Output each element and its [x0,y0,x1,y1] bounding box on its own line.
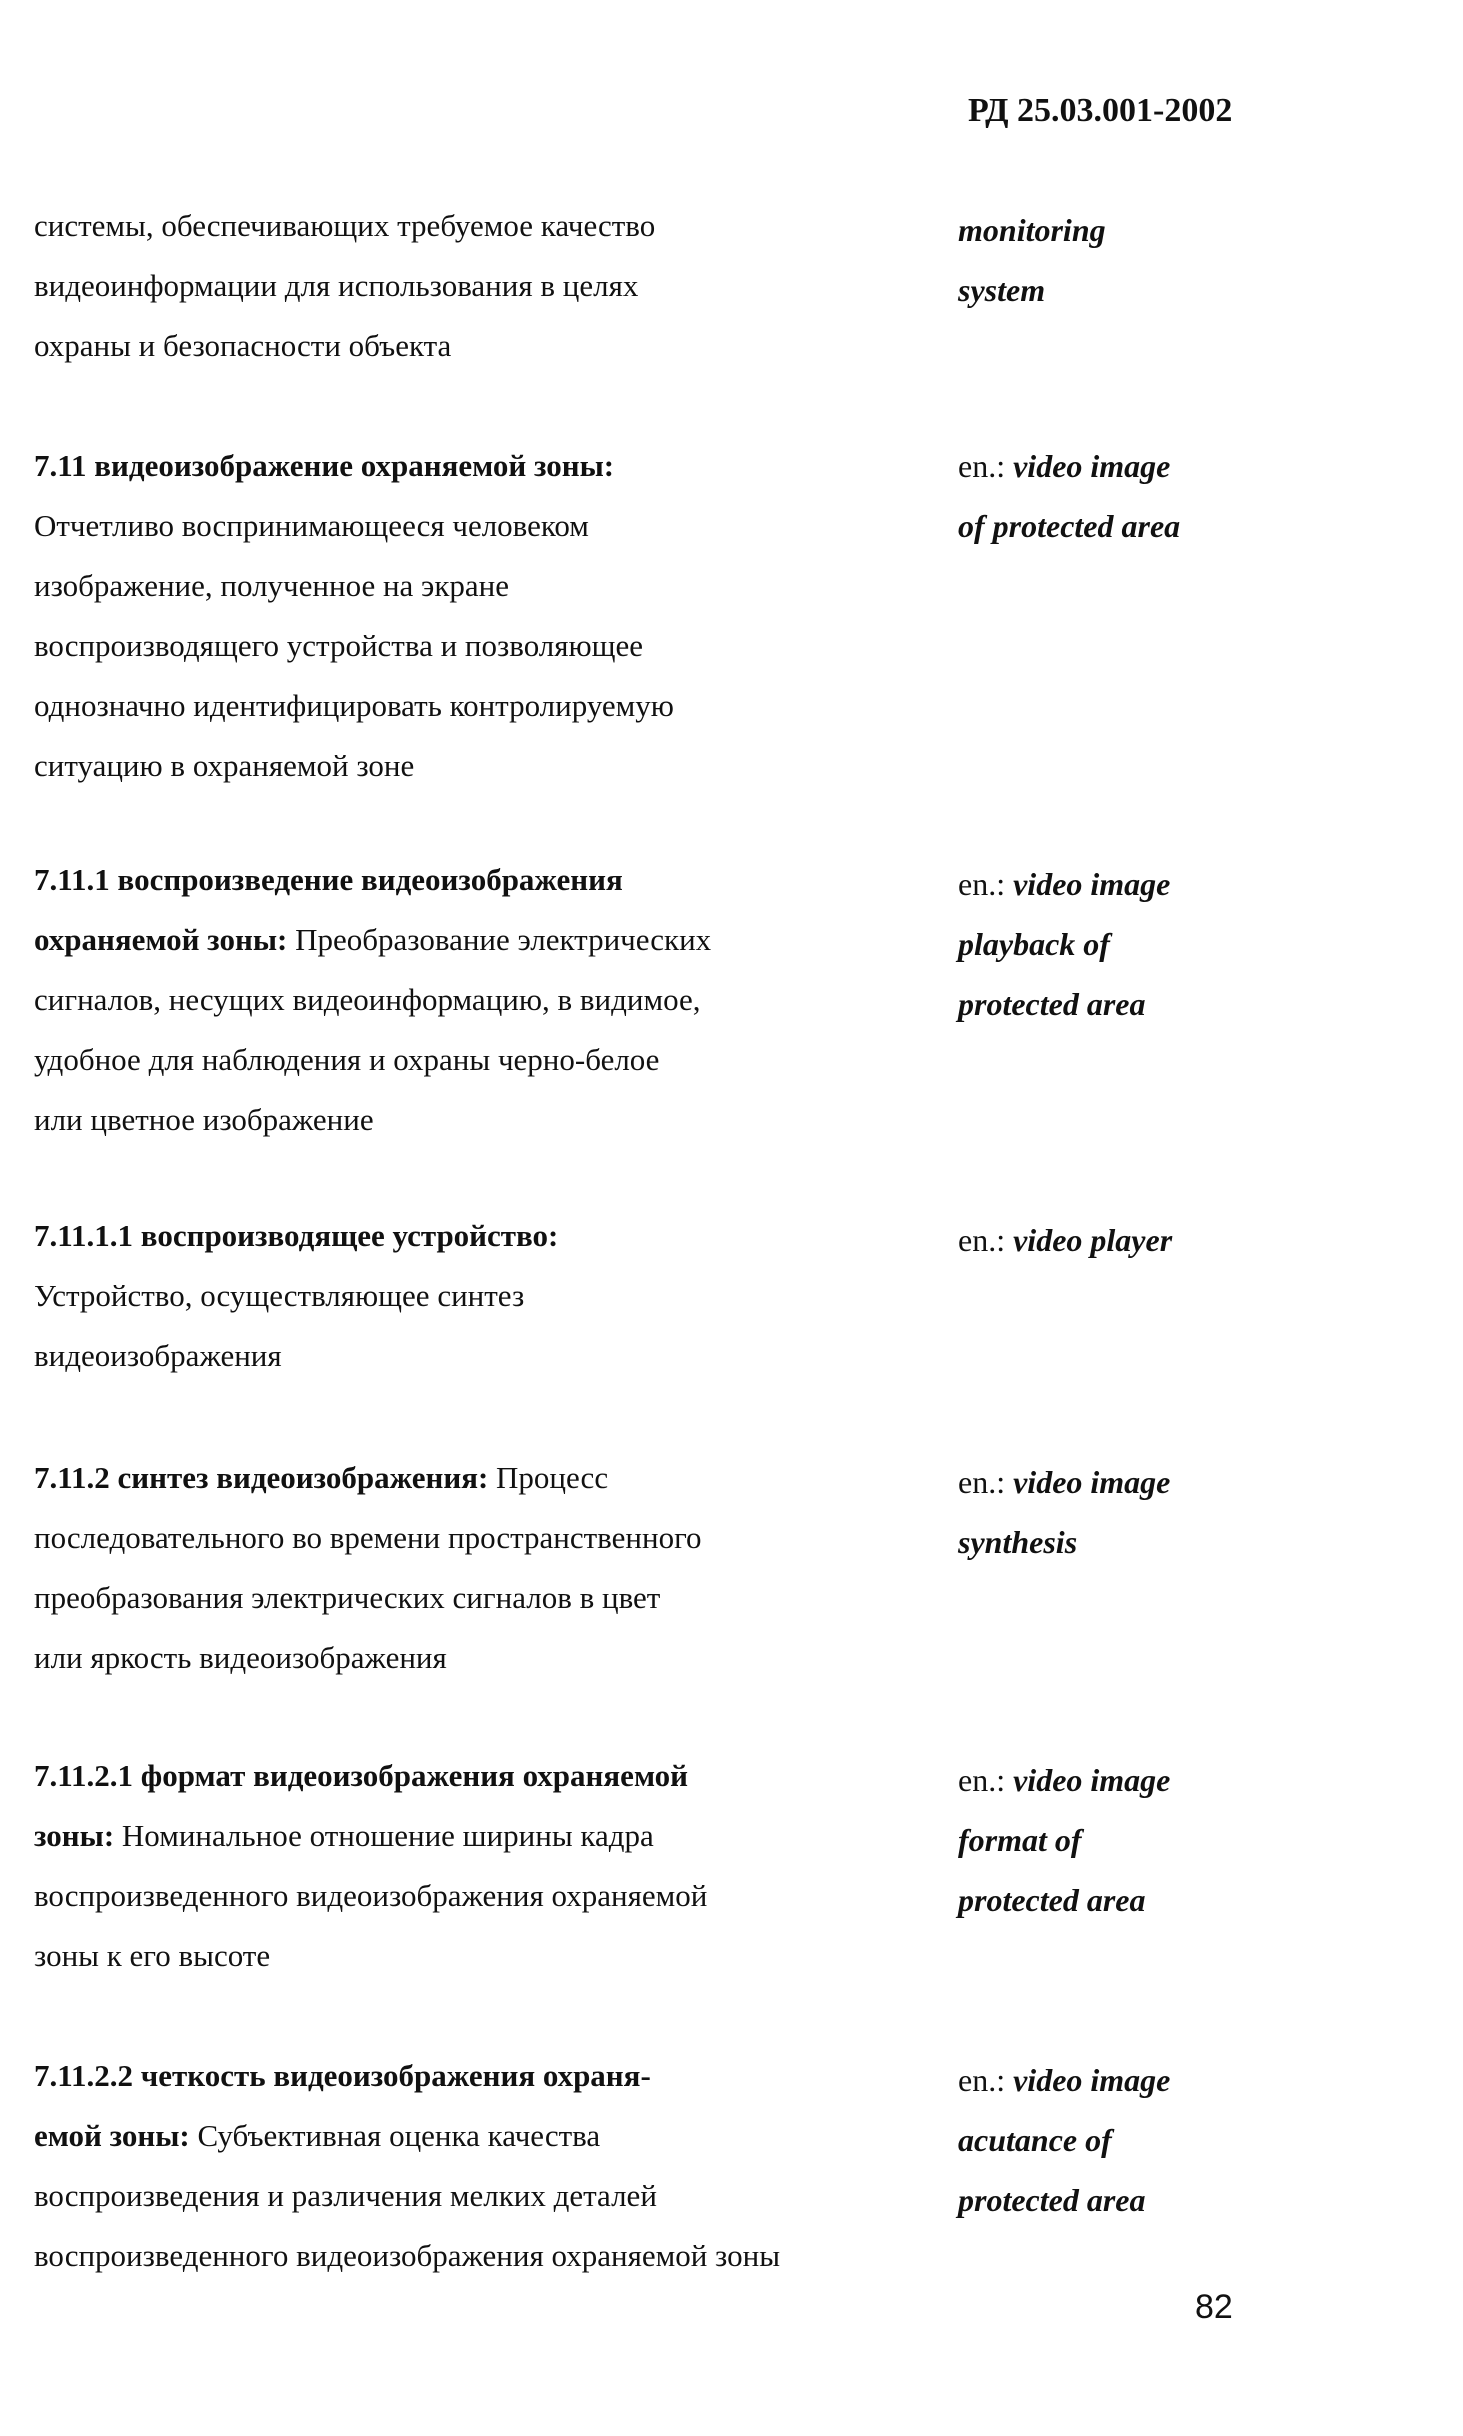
translation-line [958,1512,1418,1572]
translation-line [958,2110,1418,2170]
definition-text: Устройство, осуществляющее синтез [34,1278,525,1313]
definition-line [34,2046,914,2106]
translation-line [958,436,1418,496]
definition-line [34,910,914,970]
term-heading: емой зоны: [34,2118,190,2153]
translation-line [958,1810,1418,1870]
translation-text: playback of [958,926,1110,962]
term-heading: 7.11.2.1 формат видеоизображения охраняемой [34,1758,689,1793]
term-heading: 7.11.1 воспроизведение видеоизображения [34,862,623,897]
term-heading: 7.11.2.2 четкость видеоизображения охраня- [34,2058,651,2093]
term-translation-en [958,200,1418,320]
language-prefix: en.: [958,866,1006,902]
term-translation-en [958,1452,1418,1572]
definition-line [34,1926,914,1986]
translation-text: video image [1013,866,1171,902]
term-heading: 7.11.2 синтез видеоизображения: [34,1460,489,1495]
definition-text: видеоинформации для использования в целях [34,268,639,303]
definition-text: видеоизображения [34,1338,282,1373]
definition-text: ситуацию в охраняемой зоне [34,748,415,783]
definition-text: системы, обеспечивающих требуемое качество [34,208,656,243]
language-prefix: en.: [958,1222,1006,1258]
term-definition-ru [34,2046,914,2286]
definition-text: Субъективная оценка качества [189,2118,601,2153]
definition-text: преобразования электрических сигналов в цвет [34,1580,661,1615]
definition-line [34,2106,914,2166]
definition-text: удобное для наблюдения и охраны черно-белое [34,1042,660,1077]
translation-line [958,1452,1418,1512]
term-heading: охраняемой зоны: [34,922,288,957]
translation-line [958,496,1418,556]
term-definition-ru [34,1206,914,1386]
definition-text: Процесс [488,1460,609,1495]
definition-line [34,496,914,556]
translation-text: video image [1013,448,1171,484]
language-prefix: en.: [958,1464,1006,1500]
definition-line [34,1806,914,1866]
translation-line [958,1210,1418,1270]
definition-text: последовательного во времени пространственного [34,1520,702,1555]
term-definition-ru [34,1746,914,1986]
language-prefix: en.: [958,2062,1006,2098]
definition-text: или цветное изображение [34,1102,374,1137]
translation-text: video player [1013,1222,1173,1258]
document-code: РД 25.03.001-2002 [968,92,1233,129]
definition-text: сигналов, несущих видеоинформацию, в видимое, [34,982,701,1017]
definition-line [34,1508,914,1568]
definition-line [34,1030,914,1090]
definition-line [34,556,914,616]
definition-text: Отчетливо воспринимающееся человеком [34,508,589,543]
definition-line [34,196,914,256]
translation-line [958,974,1418,1034]
term-translation-en [958,1210,1418,1270]
term-translation-en [958,436,1418,556]
definition-line [34,1866,914,1926]
definition-line [34,2166,914,2226]
definition-text: воспроизведенного видеоизображения охраняемой зоны [34,2238,781,2273]
translation-line [958,2170,1418,2230]
translation-text: protected area [958,986,1146,1022]
definition-line [34,2226,914,2286]
definition-line [34,1448,914,1508]
definition-text: воспроизведения и различения мелких деталей [34,2178,657,2213]
translation-text: synthesis [958,1524,1078,1560]
translation-line [958,854,1418,914]
definition-text: изображение, полученное на экране [34,568,510,603]
term-definition-ru [34,436,914,796]
translation-line [958,1870,1418,1930]
definition-line [34,850,914,910]
translation-text: format of [958,1822,1082,1858]
definition-line [34,1746,914,1806]
page-number: 82 [1195,2288,1233,2326]
translation-text: video image [1013,1464,1171,1500]
definition-line [34,616,914,676]
translation-line [958,2050,1418,2110]
definition-line [34,436,914,496]
term-heading: 7.11 видеоизображение охраняемой зоны: [34,448,615,483]
term-definition-ru [34,196,914,376]
definition-text: Номинальное отношение ширины кадра [114,1818,654,1853]
translation-text: video image [1013,2062,1171,2098]
definition-line [34,1628,914,1688]
term-heading: зоны: [34,1818,115,1853]
translation-text: monitoring [958,212,1106,248]
translation-line [958,200,1418,260]
term-heading: 7.11.1.1 воспроизводящее устройство: [34,1218,559,1253]
translation-line [958,914,1418,974]
language-prefix: en.: [958,448,1006,484]
translation-text: protected area [958,1882,1146,1918]
term-definition-ru [34,1448,914,1688]
definition-line [34,970,914,1030]
definition-text: охраны и безопасности объекта [34,328,452,363]
definition-text: или яркость видеоизображения [34,1640,447,1675]
definition-text: однозначно идентифицировать контролируемую [34,688,674,723]
translation-line [958,260,1418,320]
translation-line [958,1750,1418,1810]
translation-text: video image [1013,1762,1171,1798]
definition-text: зоны к его высоте [34,1938,271,1973]
definition-line [34,1206,914,1266]
term-translation-en [958,854,1418,1034]
definition-line [34,736,914,796]
translation-text: protected area [958,2182,1146,2218]
definition-line [34,1326,914,1386]
term-translation-en [958,2050,1418,2230]
definition-line [34,1090,914,1150]
term-translation-en [958,1750,1418,1930]
translation-text: system [958,272,1046,308]
definition-line [34,316,914,376]
translation-text: acutance of [958,2122,1112,2158]
definition-line [34,1266,914,1326]
definition-text: воспроизведенного видеоизображения охраняемой [34,1878,708,1913]
definition-text: воспроизводящего устройства и позволяющее [34,628,644,663]
term-definition-ru [34,850,914,1150]
language-prefix: en.: [958,1762,1006,1798]
translation-text: of protected area [958,508,1181,544]
definition-text: Преобразование электрических [287,922,712,957]
definition-line [34,1568,914,1628]
definition-line [34,676,914,736]
definition-line [34,256,914,316]
